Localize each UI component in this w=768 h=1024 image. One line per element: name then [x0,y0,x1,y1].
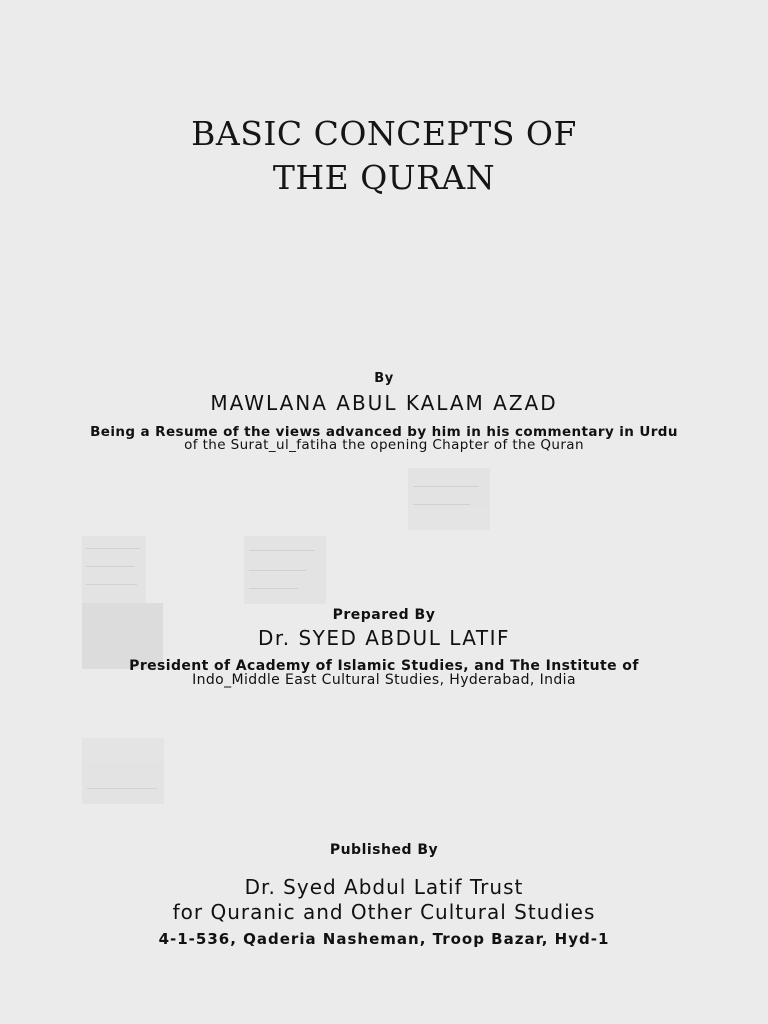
preparer-role-line-1: President of Academy of Islamic Studies, and The Institute of [129,658,639,674]
scan-artifact [82,738,164,804]
book-description-line-2: of the Surat_ul_fatiha the opening Chapter of the Quran [184,437,584,453]
author-name: MAWLANA ABUL KALAM AZAD [210,391,558,415]
scan-artifact [408,468,490,530]
scan-artifact [244,536,326,604]
published-by-label: Published By [329,842,439,858]
publisher-subtitle: for Quranic and Other Cultural Studies [172,900,596,924]
prepared-by-label: Prepared By [332,607,436,623]
preparer-name: Dr. SYED ABDUL LATIF [257,626,511,650]
by-label: By [374,371,394,386]
scan-artifact [82,536,146,604]
book-title-line-2: THE QURAN [272,158,496,197]
publisher-address: 4-1-536, Qaderia Nasheman, Troop Bazar, Hyd-1 [158,930,610,948]
preparer-role-line-2: Indo_Middle East Cultural Studies, Hyderabad, India [192,672,576,688]
book-title-line-1: BASIC CONCEPTS OF [191,114,577,153]
book-description-line-1: Being a Resume of the views advanced by him in his commentary in Urdu [90,424,678,440]
publisher-name: Dr. Syed Abdul Latif Trust [244,875,524,899]
